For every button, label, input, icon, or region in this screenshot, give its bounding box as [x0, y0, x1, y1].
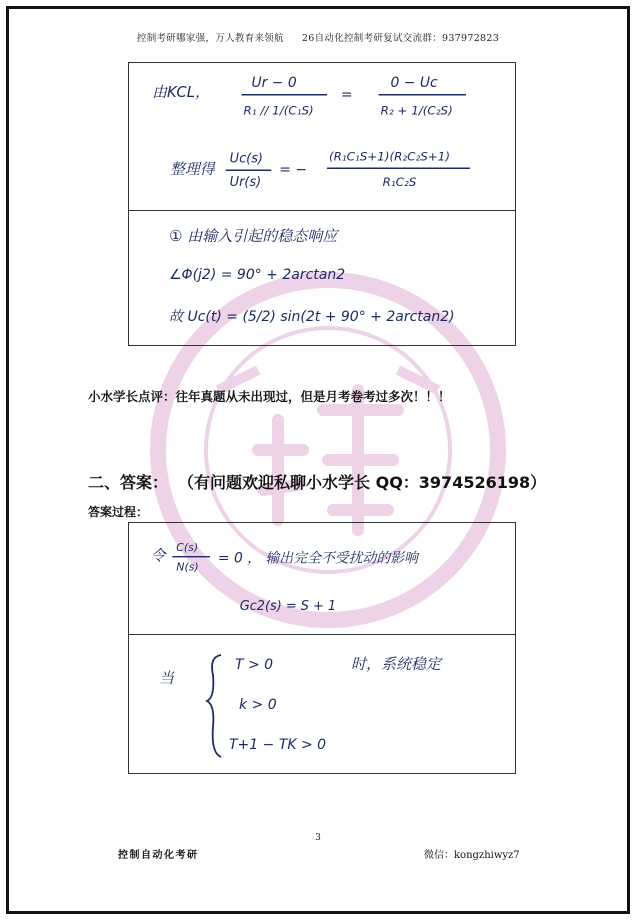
- disturbance-statement: = 0 ， 输出完全不受扰动的影响: [217, 550, 418, 567]
- kcl-lhs-denominator: R₁ // 1/(C₁S): [243, 103, 314, 118]
- page-number: 3: [315, 833, 321, 843]
- disturbance-cell: [129, 523, 515, 635]
- output-expression-line: 故 Uc(t) = (5/2) sin(2t + 90° + 2arctan2): [169, 309, 455, 325]
- process-label: 答案过程：: [88, 505, 149, 519]
- steady-state-heading: ① 由输入引起的稳态响应: [169, 227, 338, 245]
- phase-angle-line: ∠Φ(j2) = 90° + 2arctan2: [169, 267, 346, 283]
- cn-denominator: N(s): [176, 560, 199, 574]
- handwritten-box-1: [128, 62, 516, 346]
- let-prefix: 令: [150, 546, 166, 565]
- when-prefix: 当: [159, 669, 175, 687]
- tf-equals: = −: [279, 162, 307, 179]
- section-heading: [88, 470, 546, 493]
- tf-lhs-denominator: Ur(s): [229, 175, 262, 191]
- tf-lhs-numerator: Uc(s): [229, 151, 263, 167]
- simplify-prefix: 整理得: [170, 160, 215, 179]
- condition-t: T > 0: [235, 657, 274, 673]
- tutor-comment: 小水学长点评：往年真题从未出现过，但是月考卷考过多次！！！: [88, 389, 451, 404]
- condition-k: k > 0: [239, 697, 277, 713]
- stability-cell: [129, 635, 515, 773]
- kcl-lhs-numerator: Ur − 0: [251, 74, 297, 91]
- steady-state-cell: [129, 211, 515, 345]
- kcl-rhs-numerator: 0 − Uc: [390, 74, 438, 91]
- footer-left-text: 控制自动化考研: [118, 850, 199, 861]
- header-left-text: 控制考研哪家强，万人教育来领航: [136, 33, 284, 44]
- condition-tk: T+1 − TK > 0: [229, 737, 327, 753]
- cn-numerator: C(s): [176, 540, 199, 554]
- kcl-equals: =: [340, 86, 353, 103]
- tf-rhs-denominator: R₁C₂S: [382, 175, 417, 190]
- compensator-equation: Gc2(s) = S + 1: [239, 599, 337, 615]
- kcl-derivation-cell: [129, 63, 515, 211]
- section-contact: （有问题欢迎私聊小水学长 QQ：3974526198）: [186, 473, 547, 492]
- kcl-rhs-denominator: R₂ + 1/(C₂S): [380, 103, 453, 118]
- footer-right-text: 微信：kongzhiwyz7: [424, 850, 520, 861]
- header-right-text: 26自动化控制考研复试交流群：937972823: [301, 33, 500, 44]
- kcl-prefix: 由KCL，: [152, 82, 210, 101]
- page-header: [0, 30, 636, 44]
- tf-rhs-numerator: (R₁C₁S+1)(R₂C₂S+1): [328, 149, 451, 164]
- section-prefix: 二、答案：: [88, 473, 169, 492]
- brace-icon: [207, 655, 221, 757]
- handwritten-box-2: [128, 522, 516, 774]
- stability-conclusion: 时，系统稳定: [351, 655, 442, 673]
